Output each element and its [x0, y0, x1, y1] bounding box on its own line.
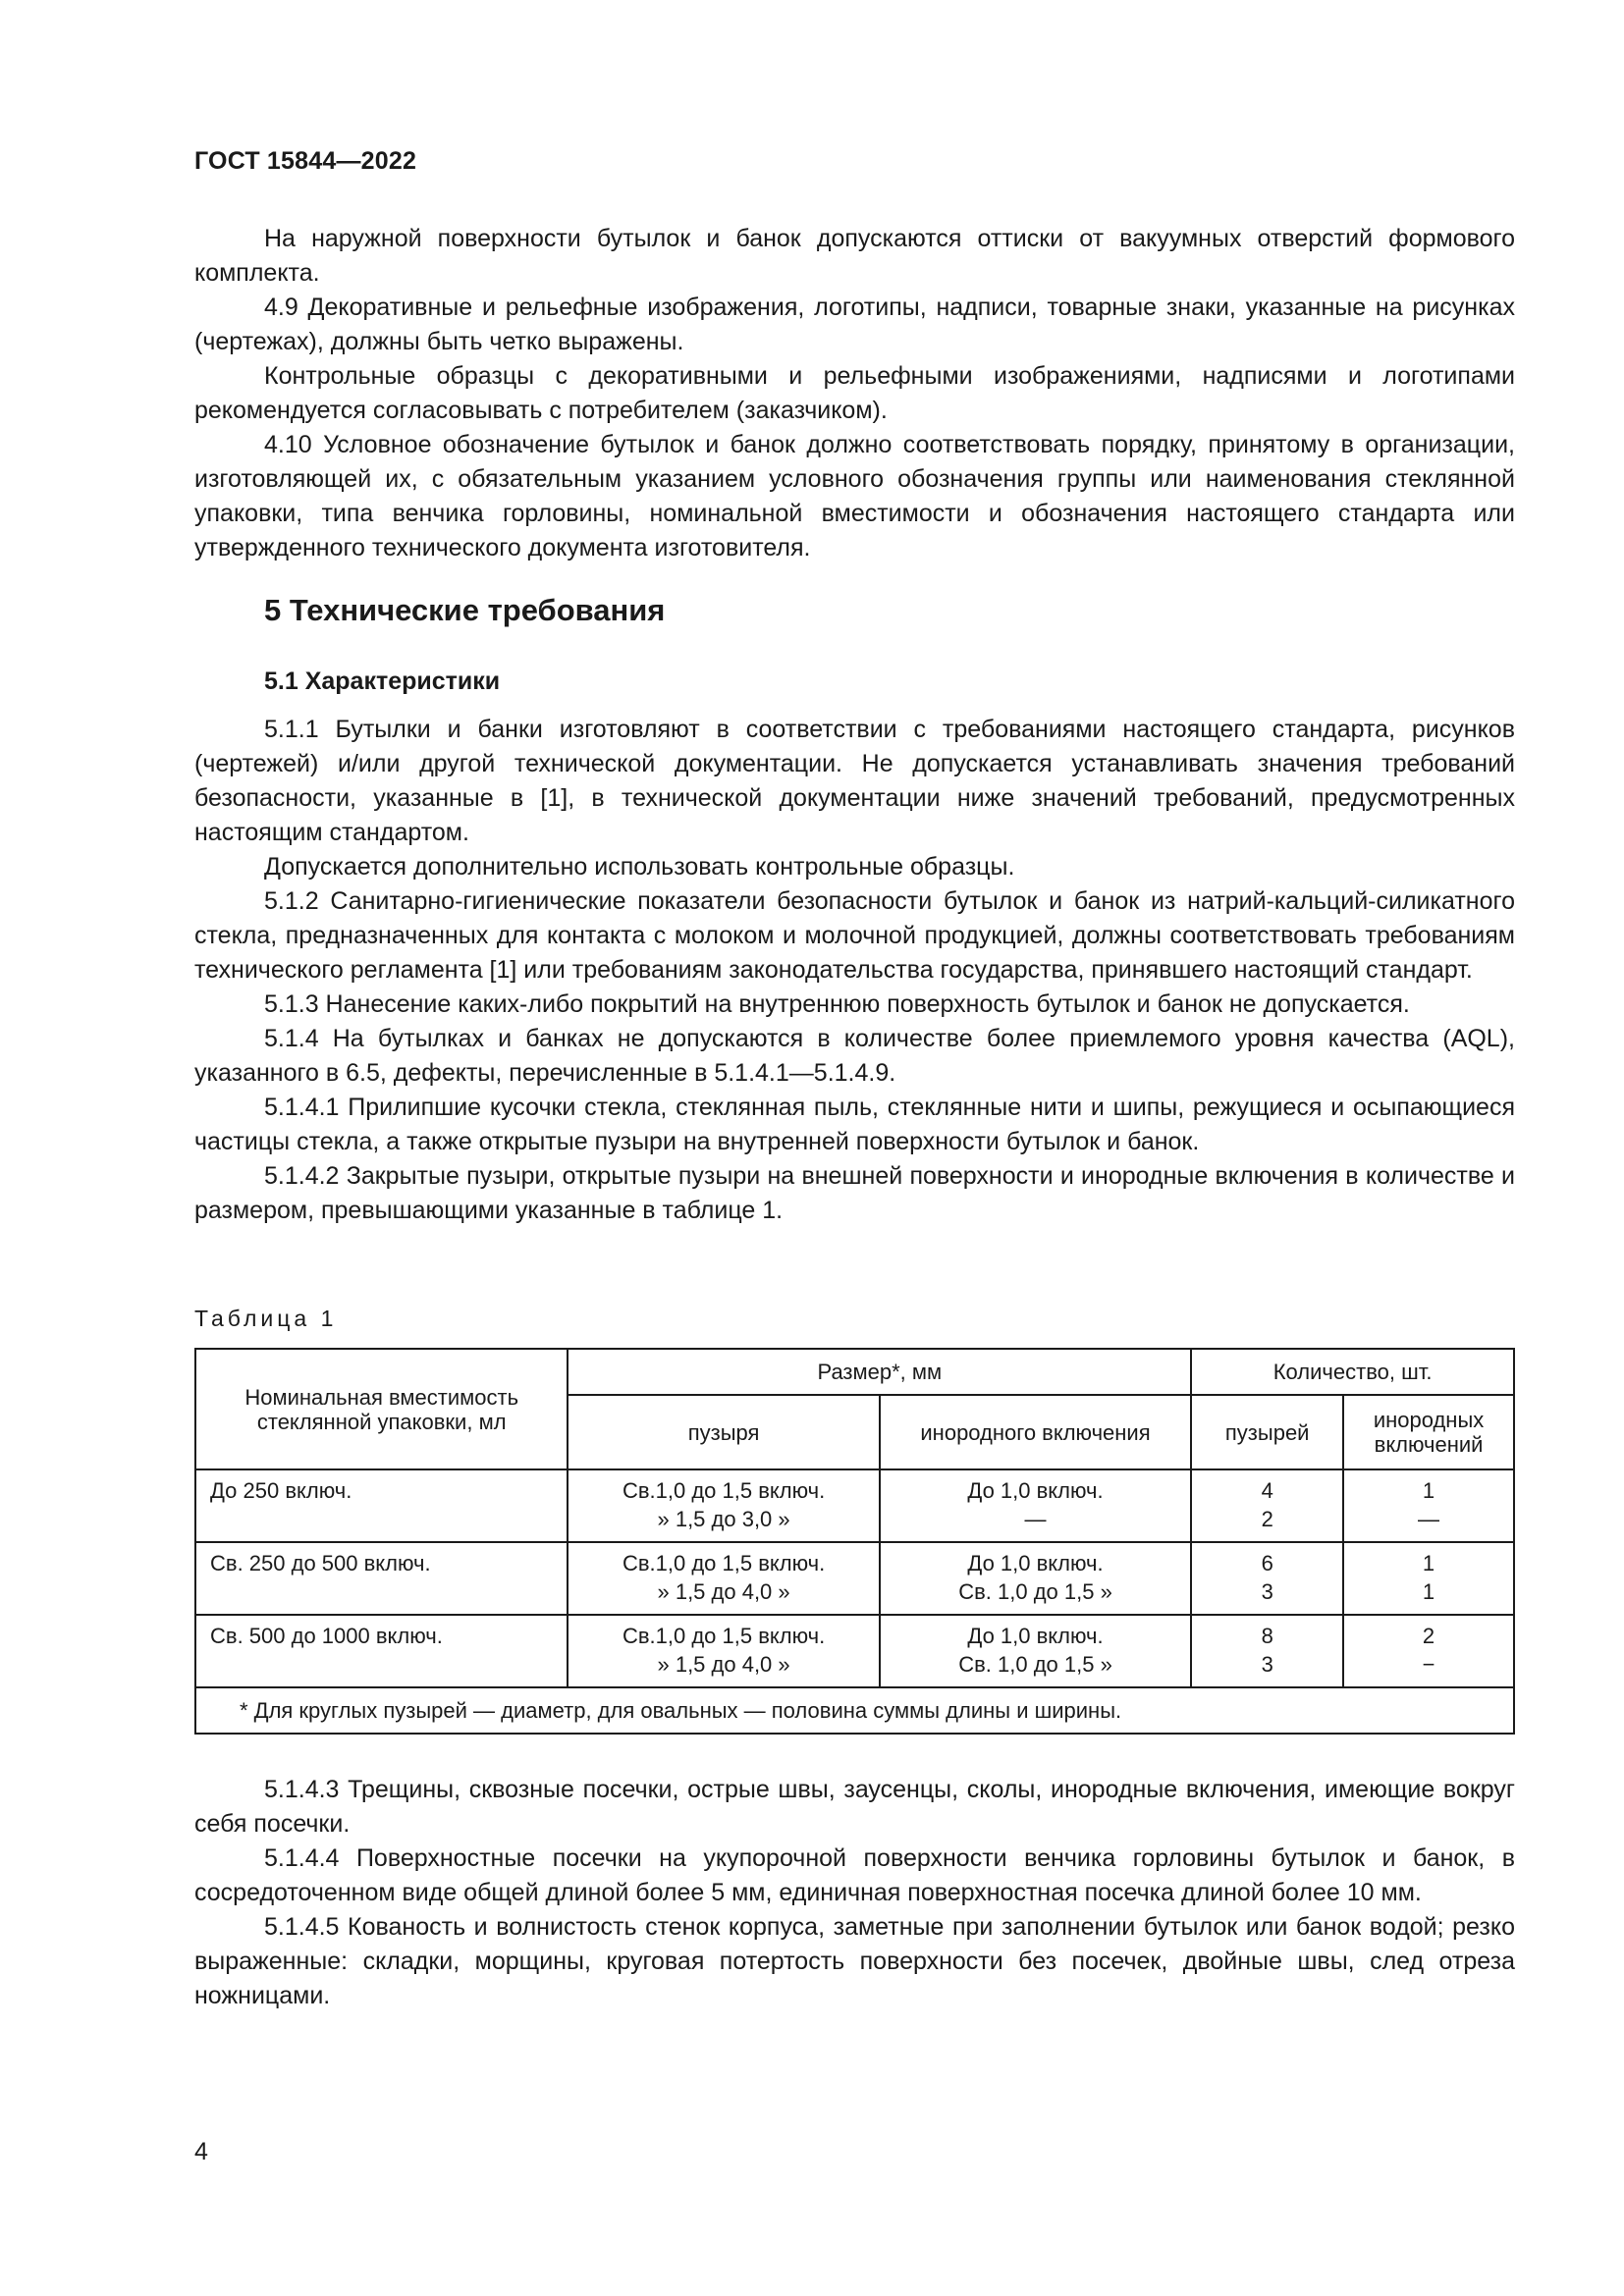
cell-bubble-size — [568, 1542, 879, 1615]
cell-inclusion-size — [880, 1615, 1192, 1687]
after-table-text — [194, 1773, 1515, 2013]
standard-code: ГОСТ 15844—2022 — [194, 147, 417, 175]
header-count-bubbles: пузырей — [1191, 1395, 1343, 1469]
cell-line: 1 — [1422, 1579, 1435, 1604]
cell-line: — — [1418, 1507, 1440, 1531]
paragraph: 5.1.3 Нанесение каких-либо покрытий на внутреннюю поверхность бутылок и банок не допускается. — [264, 990, 1410, 1018]
cell-line: » 1,5 до 4,0 » — [657, 1652, 790, 1677]
cell-bubble-size — [568, 1469, 879, 1542]
cell-inclusion-count — [1343, 1542, 1514, 1615]
header-count-inclusions: инородных включений — [1343, 1395, 1514, 1469]
cell-line: » 1,5 до 3,0 » — [657, 1507, 790, 1531]
paragraph: 5.1.4.1 Прилипшие кусочки стекла, стеклянная пыль, стеклянные нити и шипы, режущиеся и осыпающиеся частицы стекла, а также открытые пузыри на внутренней поверхности бутылок и банок. — [194, 1094, 1515, 1155]
paragraph: Допускается дополнительно использовать контрольные образцы. — [264, 853, 1015, 881]
table-footnote: * Для круглых пузырей — диаметр, для овальных — половина суммы длины и ширины. — [195, 1687, 1514, 1734]
cell-bubble-count — [1191, 1542, 1343, 1615]
header-size-bubbles: пузыря — [568, 1395, 879, 1469]
intro-text — [194, 222, 1515, 565]
page-number: 4 — [194, 2138, 208, 2165]
cell-line: До 1,0 включ. — [967, 1624, 1104, 1648]
cell-line: Св. 1,0 до 1,5 » — [958, 1579, 1112, 1604]
cell-line: До 1,0 включ. — [967, 1478, 1104, 1503]
cell-line: 3 — [1261, 1579, 1273, 1604]
cell-line: 2 — [1261, 1507, 1273, 1531]
paragraph: 5.1.1 Бутылки и банки изготовляют в соответствии с требованиями настоящего стандарта, рисунков (чертежей) и/или другой технической документации. Не допускается устанавливать значения требований безопасности, указанные в [1], в технической документации ниже значений требований, предусмотренных настоящим стандартом. — [194, 716, 1515, 846]
cell-capacity: До 250 включ. — [195, 1469, 568, 1542]
cell-line: 8 — [1261, 1624, 1273, 1648]
paragraph: На наружной поверхности бутылок и банок допускаются оттиски от вакуумных отверстий формового комплекта. — [194, 225, 1515, 287]
cell-inclusion-size — [880, 1542, 1192, 1615]
paragraph: 5.1.4.2 Закрытые пузыри, открытые пузыри на внешней поверхности и инородные включения в количестве и размером, превышающими указанные в таблице 1. — [194, 1162, 1515, 1224]
cell-line: 6 — [1261, 1551, 1273, 1575]
table-header-row — [195, 1349, 1514, 1395]
paragraph: 5.1.2 Санитарно-гигиенические показатели безопасности бутылок и банок из натрий-кальций-силикатного стекла, предназначенных для контакта с молоком и молочной продукцией, должны соответствовать требованиям технического регламента [1] или требованиям законодательства государства, принявшего настоящий стандарт. — [194, 887, 1515, 984]
paragraph: 5.1.4.4 Поверхностные посечки на укупорочной поверхности венчика горловины бутылок и банок, в сосредоточенном виде общей длиной более 5 мм, единичная поверхностная посечка длиной более 10 мм. — [194, 1844, 1515, 1906]
paragraph: 5.1.4.5 Кованость и волнистость стенок корпуса, заметные при заполнении бутылок или банок водой; резко выраженные: складки, морщины, круговая потертость поверхности без посечек, двойные швы, след отреза ножницами. — [194, 1913, 1515, 2009]
cell-bubble-count — [1191, 1469, 1343, 1542]
cell-line: − — [1422, 1652, 1435, 1677]
table-footnote-row — [195, 1687, 1514, 1734]
cell-inclusion-count — [1343, 1469, 1514, 1542]
header-count: Количество, шт. — [1191, 1349, 1514, 1395]
paragraph: 5.1.4 На бутылках и банках не допускаются в количестве более приемлемого уровня качества (AQL), указанного в 6.5, дефекты, перечисленные в 5.1.4.1—5.1.4.9. — [194, 1025, 1515, 1087]
cell-line: » 1,5 до 4,0 » — [657, 1579, 790, 1604]
cell-capacity: Св. 500 до 1000 включ. — [195, 1615, 568, 1687]
paragraph: Контрольные образцы с декоративными и рельефными изображениями, надписями и логотипами рекомендуется согласовывать с потребителем (заказчиком). — [194, 362, 1515, 424]
paragraph: 4.9 Декоративные и рельефные изображения, логотипы, надписи, товарные знаки, указанные на рисунках (чертежах), должны быть четко выражены. — [194, 294, 1515, 355]
section-text — [194, 713, 1515, 1228]
cell-capacity: Св. 250 до 500 включ. — [195, 1542, 568, 1615]
cell-line: 2 — [1422, 1624, 1435, 1648]
cell-line: 1 — [1422, 1551, 1435, 1575]
header-size: Размер*, мм — [568, 1349, 1191, 1395]
cell-inclusion-size — [880, 1469, 1192, 1542]
table-row — [195, 1469, 1514, 1542]
cell-line: — — [1024, 1507, 1047, 1531]
cell-line: 1 — [1422, 1478, 1435, 1503]
table-row — [195, 1542, 1514, 1615]
cell-line: Св.1,0 до 1,5 включ. — [622, 1551, 826, 1575]
table-row — [195, 1615, 1514, 1687]
cell-line: Св.1,0 до 1,5 включ. — [622, 1478, 826, 1503]
header-size-inclusions: инородного включения — [880, 1395, 1192, 1469]
subsection-title: 5.1 Характеристики — [264, 667, 501, 695]
paragraph: 4.10 Условное обозначение бутылок и банок должно соответствовать порядку, принятому в организации, изготовляющей их, с обязательным указанием условного обозначения группы или наименования стеклянной упаковки, типа венчика горловины, номинальной вместимости и обозначения настоящего стандарта или утвержденного технического документа изготовителя. — [194, 431, 1515, 561]
cell-line: 4 — [1261, 1478, 1273, 1503]
table-caption: Таблица 1 — [194, 1306, 338, 1331]
cell-line: 3 — [1261, 1652, 1273, 1677]
cell-inclusion-count — [1343, 1615, 1514, 1687]
paragraph: 5.1.4.3 Трещины, сквозные посечки, острые швы, заусенцы, сколы, инородные включения, имеющие вокруг себя посечки. — [194, 1776, 1515, 1838]
cell-line: Св.1,0 до 1,5 включ. — [622, 1624, 826, 1648]
section-title: 5 Технические требования — [264, 593, 666, 627]
cell-bubble-size — [568, 1615, 879, 1687]
header-capacity: Номинальная вместимость стеклянной упаковки, мл — [195, 1349, 568, 1469]
cell-bubble-count — [1191, 1615, 1343, 1687]
defects-table — [194, 1348, 1515, 1735]
cell-line: До 1,0 включ. — [967, 1551, 1104, 1575]
cell-line: Св. 1,0 до 1,5 » — [958, 1652, 1112, 1677]
